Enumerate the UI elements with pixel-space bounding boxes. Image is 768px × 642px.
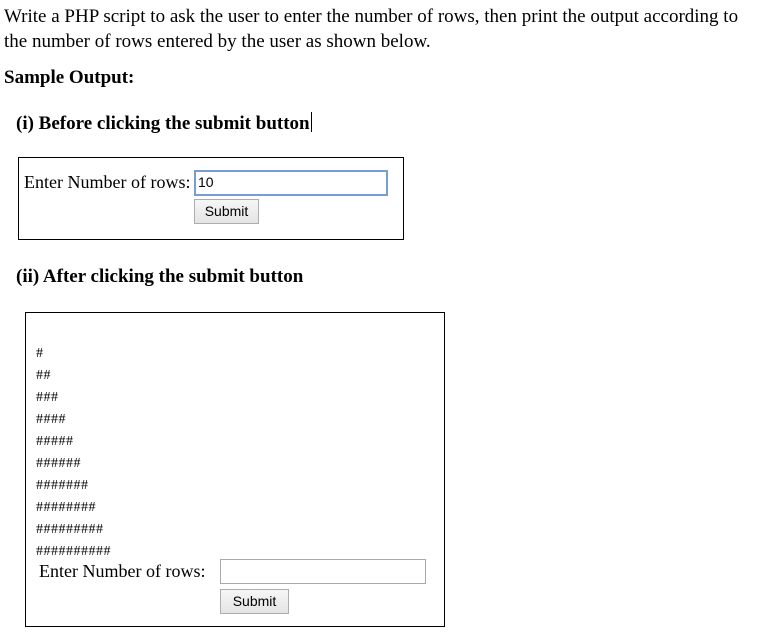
rows-label: Enter Number of rows:: [39, 561, 206, 581]
before-submit-form-box: [18, 157, 404, 240]
pattern-line: ##: [36, 368, 51, 383]
pattern-line: ########: [36, 500, 96, 515]
hash-pattern-output: [36, 343, 111, 563]
part1-heading: [16, 112, 312, 135]
rows-input[interactable]: 10: [194, 170, 388, 196]
pattern-line: #: [36, 346, 44, 361]
pattern-line: #######: [36, 478, 89, 493]
pattern-line: ####: [36, 412, 66, 427]
part1-heading-text: (i) Before clicking the submit button: [16, 113, 310, 134]
submit-button[interactable]: Submit: [220, 589, 289, 614]
pattern-line: ##########: [36, 544, 111, 559]
question-text: Write a PHP script to ask the user to enter the number of rows, then print the output according to the number of rows entered by the user as shown below.: [4, 6, 739, 52]
rows-label: Enter Number of rows:: [24, 172, 191, 192]
rows-input[interactable]: [220, 559, 426, 584]
text-cursor: [311, 112, 312, 132]
pattern-line: #####: [36, 434, 74, 449]
pattern-line: ###: [36, 390, 59, 405]
sample-output-heading: Sample Output:: [4, 67, 135, 88]
pattern-line: #########: [36, 522, 104, 537]
submit-button[interactable]: Submit: [194, 199, 259, 224]
part2-heading: (ii) After clicking the submit button: [16, 266, 304, 287]
pattern-line: ######: [36, 456, 81, 471]
after-submit-output-box: [25, 312, 445, 627]
